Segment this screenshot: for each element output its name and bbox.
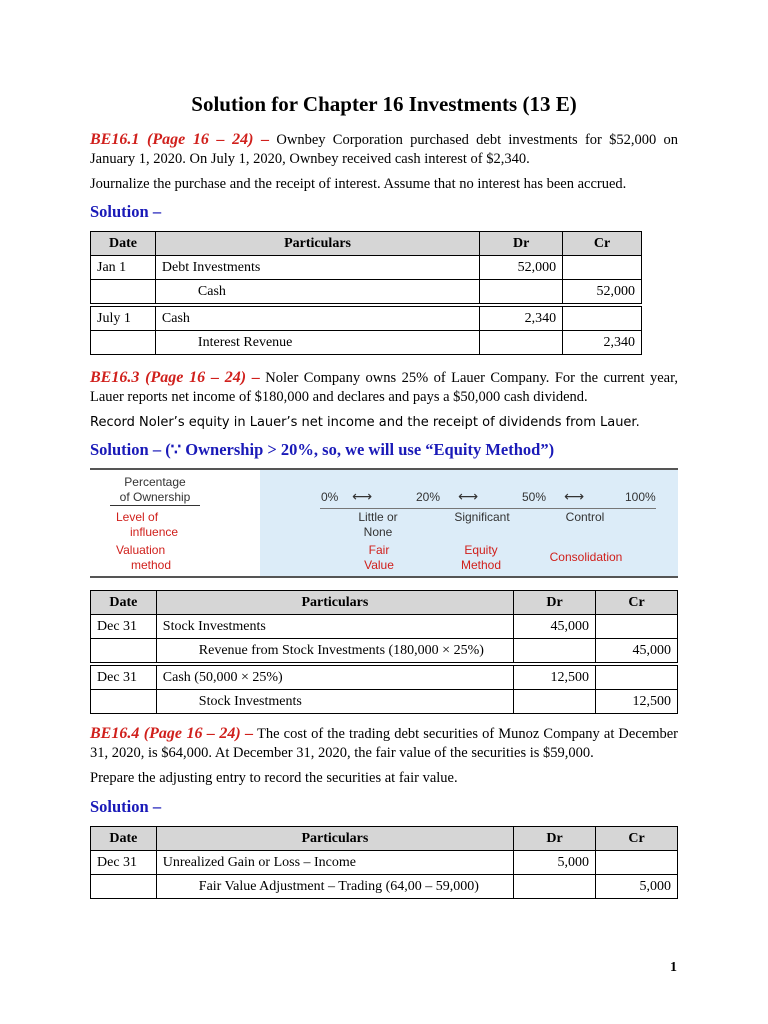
row-dr: [480, 331, 563, 355]
be164-instruction: Prepare the adjusting entry to record the securities at fair value.: [90, 770, 458, 786]
scale-line: [320, 508, 656, 509]
be163-ref: BE16.3 (Page 16 – 24) –: [90, 369, 260, 386]
be164-problem: [90, 724, 678, 763]
header-date: Date: [91, 827, 157, 851]
ownership-diagram: [90, 468, 678, 578]
method-fair-value: Fair Value: [364, 543, 394, 572]
header-cr: Cr: [596, 827, 678, 851]
row-particulars: Cash (50,000 × 25%): [156, 666, 513, 690]
table-header-row: [91, 827, 678, 851]
arrow-icon: ⟷: [458, 488, 479, 504]
be163-text: Noler Company owns 25% of Lauer Company. For the current year, Lauer reports net income of $180,000 and declares and pays a $50,000 cash dividend.: [90, 370, 678, 405]
be164-text: The cost of the trading debt securities of Munoz Company at December 31, 2020, is $64,000. At December 31, 2020, the fair value of the securities is $59,000.: [90, 726, 679, 761]
percent-100: 100%: [625, 490, 656, 504]
header-dr: Dr: [480, 232, 563, 256]
percent-0: 0%: [321, 490, 339, 504]
diagram-top-rule: [90, 468, 678, 470]
be161-ref: BE16.1 (Page 16 – 24) –: [90, 131, 270, 148]
table-row: [91, 331, 642, 355]
row-cr: 52,000: [563, 280, 642, 304]
arrow-icon: ⟷: [564, 488, 585, 504]
method-consolidation: Consolidation: [549, 550, 623, 564]
row-particulars: Debt Investments: [155, 256, 479, 280]
row-cr: [563, 256, 642, 280]
row-cr: 5,000: [596, 875, 678, 899]
header-particulars: Particulars: [155, 232, 479, 256]
page-title: Solution for Chapter 16 Investments (13 E): [191, 92, 577, 116]
row-date: [91, 875, 157, 899]
influence-control: Control: [565, 510, 605, 524]
arrow-icon: ⟷: [352, 488, 373, 504]
be161-instruction: Journalize the purchase and the receipt of interest. Assume that no interest has been accrued.: [90, 176, 627, 192]
table-row: [91, 851, 678, 875]
influence-significant: Significant: [454, 510, 510, 524]
row-particulars: Revenue from Stock Investments (180,000 × 25%): [156, 639, 513, 663]
row-cr: 45,000: [596, 639, 678, 663]
row-particulars: Unrealized Gain or Loss – Income: [156, 851, 513, 875]
header-cr: Cr: [563, 232, 642, 256]
row-dr: 2,340: [480, 307, 563, 331]
label-percentage: Percentage of Ownership: [119, 475, 191, 504]
table-row: [91, 690, 678, 714]
row-cr: [596, 666, 678, 690]
row-particulars: Fair Value Adjustment – Trading (64,00 – 59,000): [156, 875, 513, 899]
table-row: [91, 875, 678, 899]
label-underline: [110, 505, 200, 506]
row-dr: 52,000: [480, 256, 563, 280]
header-particulars: Particulars: [156, 827, 513, 851]
header-dr: Dr: [514, 591, 596, 615]
table-header-row: [91, 591, 678, 615]
row-date: Jan 1: [91, 256, 156, 280]
be163-instruction: Record Noler’s equity in Lauer’s net income and the receipt of dividends from Lauer.: [90, 415, 640, 430]
row-particulars: Stock Investments: [156, 615, 513, 639]
row-particulars: Cash: [155, 307, 479, 331]
header-particulars: Particulars: [156, 591, 513, 615]
row-dr: [514, 875, 596, 899]
be161-journal-table: [90, 231, 642, 355]
method-equity: Equity Method: [460, 543, 502, 572]
influence-little: Little or None: [358, 510, 398, 539]
header-date: Date: [91, 232, 156, 256]
row-dr: 5,000: [514, 851, 596, 875]
row-date: Dec 31: [91, 615, 157, 639]
table-row: [91, 639, 678, 663]
table-row: [91, 256, 642, 280]
row-particulars: Interest Revenue: [155, 331, 479, 355]
table-header-row: [91, 232, 642, 256]
be164-journal-table: [90, 826, 678, 899]
table-row: [91, 307, 642, 331]
row-cr: [596, 615, 678, 639]
be161-problem: [90, 130, 678, 169]
percent-20: 20%: [416, 490, 441, 504]
row-dr: [514, 639, 596, 663]
label-valuation: Valuation method: [116, 543, 172, 572]
row-date: [91, 331, 156, 355]
table-row: [91, 666, 678, 690]
row-date: [91, 639, 157, 663]
be164-ref: BE16.4 (Page 16 – 24) –: [90, 725, 254, 742]
diagram-bottom-rule: [90, 576, 678, 578]
table-row: [91, 615, 678, 639]
row-cr: 12,500: [596, 690, 678, 714]
row-cr: 2,340: [563, 331, 642, 355]
page-number: 1: [670, 960, 677, 975]
row-date: Dec 31: [91, 666, 157, 690]
be163-problem: [90, 368, 678, 407]
row-cr: [563, 307, 642, 331]
row-date: July 1: [91, 307, 156, 331]
label-influence: Level of influence: [116, 510, 179, 539]
row-dr: 45,000: [514, 615, 596, 639]
be164-solution-label: Solution –: [90, 797, 162, 816]
row-cr: [596, 851, 678, 875]
percent-50: 50%: [522, 490, 547, 504]
row-particulars: Stock Investments: [156, 690, 513, 714]
row-dr: 12,500: [514, 666, 596, 690]
header-dr: Dr: [514, 827, 596, 851]
header-date: Date: [91, 591, 157, 615]
row-date: Dec 31: [91, 851, 157, 875]
be161-solution-label: Solution –: [90, 202, 162, 221]
table-row: [91, 280, 642, 304]
row-date: [91, 280, 156, 304]
row-particulars: Cash: [155, 280, 479, 304]
be163-solution-label: Solution – (∵ Ownership > 20%, so, we will use “Equity Method”): [90, 440, 555, 459]
be163-journal-table: [90, 590, 678, 714]
row-dr: [514, 690, 596, 714]
be161-text: Ownbey Corporation purchased debt investments for $52,000 on January 1, 2020. On July 1, 2020, Ownbey received cash interest of $2,340.: [90, 132, 679, 167]
row-dr: [480, 280, 563, 304]
row-date: [91, 690, 157, 714]
header-cr: Cr: [596, 591, 678, 615]
